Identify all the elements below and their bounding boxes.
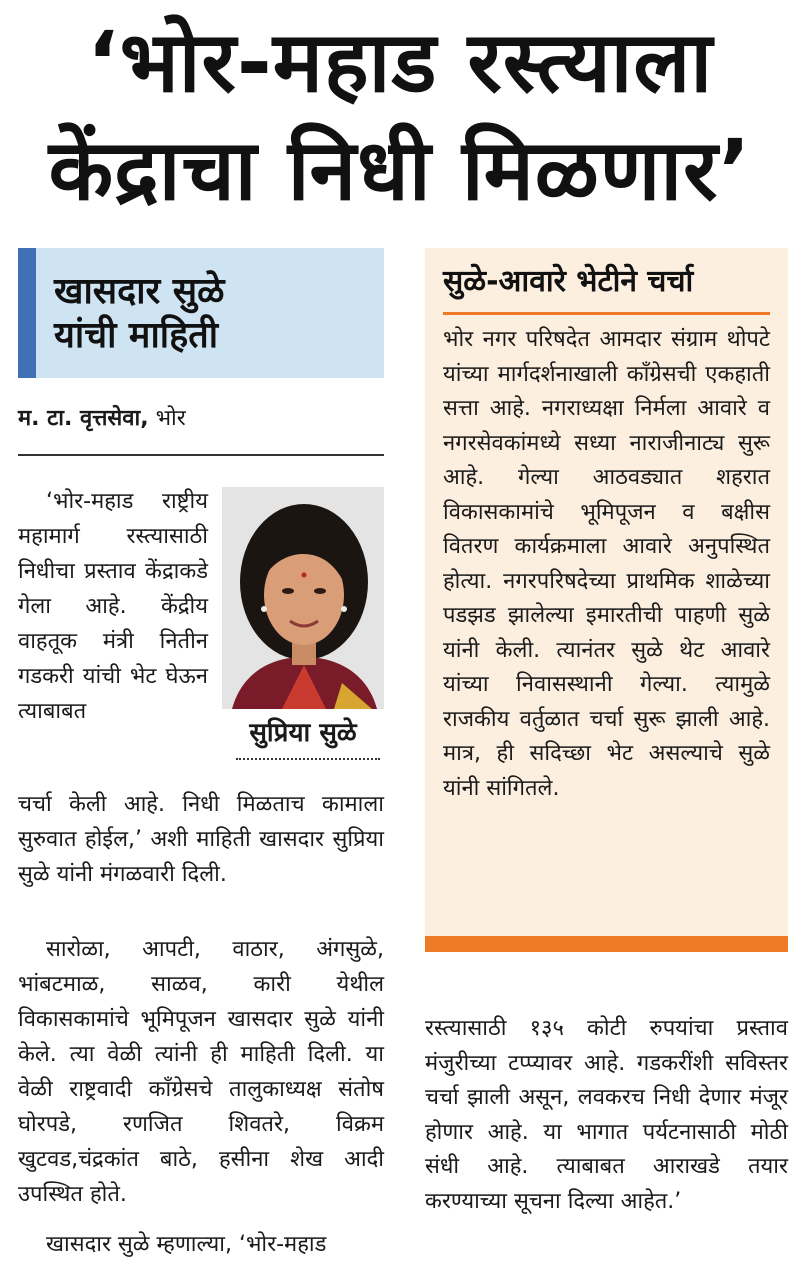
article-continuation: रस्त्यासाठी १३५ कोटी रुपयांचा प्रस्ताव मंजुरीच्या टप्प्यावर आहे. गडकरींशी सविस्तर चर्चा झाली असून, लवकरच निधी देणार मंजूर होणार आहे. या भागात पर्यटनासाठी मोठी संधी आहे. त्याबाबत आराखडे तयार करण्याच्या सूचना दिल्या आहेत.’: [425, 1016, 788, 1214]
byline-place: भोर: [155, 406, 186, 431]
sidebar-title: सुळे-आवारे भेटीने चर्चा: [443, 262, 770, 315]
article-paragraph-1b: चर्चा केली आहे. निधी मिळताच कामाला सुरुवात होईल,’ अशी माहिती खासदार सुप्रिया सुळे यांनी मंगळवारी दिली.: [18, 792, 384, 887]
sidebar-body: भोर नगर परिषदेत आमदार संग्राम थोपटे यांच्या मार्गदर्शनाखाली काँग्रेसची एकहाती सत्ता आहे. नगराध्यक्षा निर्मला आवारे व नगरसेवकांमध्ये सध्या नाराजीनाट्य सुरू आहे. गेल्या आठवड्यात शहरात विकासकामांचे भूमिपूजन व बक्षीस वितरण कार्यक्रमाला आवारे अनुपस्थित होत्या. नगरपरिषदेच्या प्राथमिक शाळेच्या पडझड झालेल्या इमारतीची पाहणी सुळे यांनी केली. त्यानंतर सुळे थेट आवारे यांच्या निवासस्थानी गेल्या. त्यामुळे राजकीय वर्तुळात चर्चा सुरू झाली आहे. मात्र, ही सदिच्छा भेट असल्याचे सुळे यांनी सांगितले.: [443, 327, 770, 801]
info-box-line-2: यांची माहिती: [54, 315, 219, 356]
headline: [0, 8, 800, 224]
headline-line-1: ‘भोर-महाड रस्त्याला: [86, 13, 714, 111]
photo-caption: सुप्रिया सुळे: [249, 718, 357, 748]
info-box-line-1: खासदार सुळे: [54, 271, 225, 312]
byline-agency: म. टा. वृत्तसेवा,: [18, 406, 149, 431]
info-box: [18, 248, 384, 378]
article-paragraph-3: खासदार सुळे म्हणाल्या, ‘भोर-महाड: [46, 1232, 327, 1257]
sidebar-box: [425, 248, 788, 952]
article-paragraph-2: सारोळा, आपटी, वाठार, अंगसुळे, भांबटमाळ, साळव, कारी येथील विकासकामांचे भूमिपूजन खासदार सुळे यांनी केले. त्या वेळी त्यांनी ही माहिती दिली. या वेळी राष्ट्रवादी काँग्रेसचे तालुकाध्यक्ष संतोष घोरपडे, रणजित शिवतरे, विक्रम खुटवड,चंद्रकांत बाठे, हसीना शेख आदी उपस्थित होते.: [18, 937, 384, 1207]
byline-divider: [18, 454, 384, 456]
byline: [18, 404, 384, 434]
portrait-photo: [222, 487, 384, 709]
caption-divider: [236, 758, 380, 760]
headline-line-2: केंद्राचा निधी मिळणार’: [48, 121, 752, 219]
portrait-illustration: [222, 487, 384, 709]
article-paragraph-1a: ‘भोर-महाड राष्ट्रीय महामार्ग रस्त्यासाठी निधीचा प्रस्ताव केंद्राकडे गेला आहे. केंद्रीय वाहतूक मंत्री नितीन गडकरी यांची भेट घेऊन त्याबाबत: [18, 489, 208, 724]
